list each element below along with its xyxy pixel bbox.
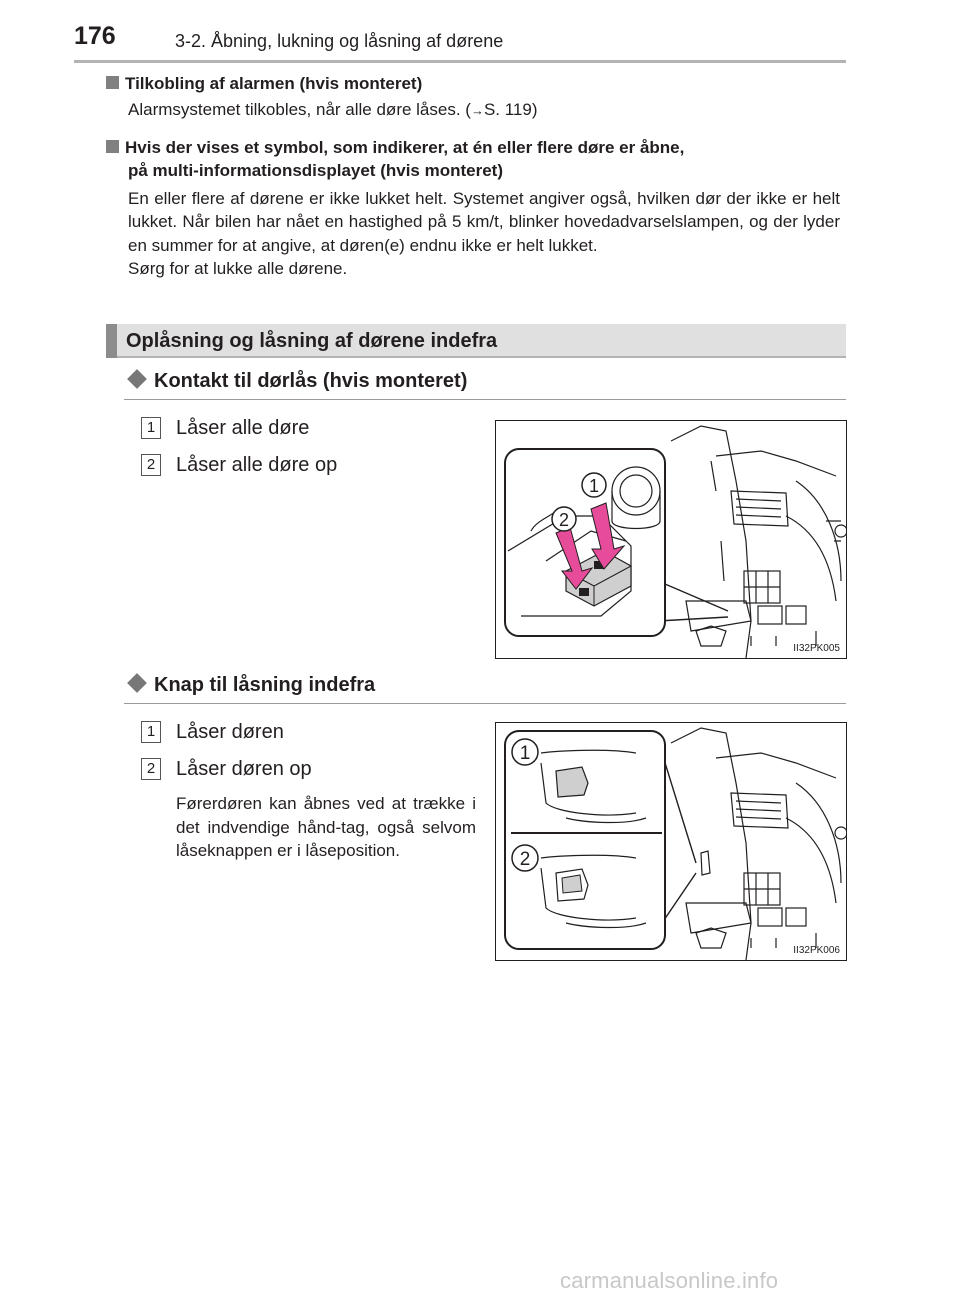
section-title: Oplåsning og låsning af dørene indefra (126, 330, 498, 352)
alarm-page-ref: S. 119) (483, 100, 538, 119)
knob-heading-text: Knap til låsning indefra (154, 674, 376, 696)
svg-text:1: 1 (588, 476, 600, 496)
knob-heading (126, 672, 375, 698)
item-number-badge: 1 (141, 721, 161, 743)
item-lock-door: Låser døren (176, 721, 284, 743)
door-lock-switch-illustration (496, 421, 846, 658)
item-unlock-all: Låser alle døre op (176, 454, 338, 476)
page-number: 176 (74, 22, 116, 50)
door-warning-paragraph2: Sørg for at lukke alle dørene. (128, 259, 348, 279)
diamond-bullet-icon (127, 673, 147, 693)
inside-lock-knob-figure (495, 722, 847, 961)
alarm-text (128, 98, 840, 122)
diamond-bullet-icon (127, 369, 147, 389)
switch-heading (126, 368, 467, 394)
section-heading-bar (106, 324, 846, 358)
item-number-badge: 2 (141, 758, 161, 780)
square-bullet-icon (106, 140, 119, 153)
figure-code: II32PK005 (793, 643, 840, 654)
square-bullet-icon (106, 76, 119, 89)
svg-text:1: 1 (519, 743, 531, 764)
switch-heading-text: Kontakt til dørlås (hvis monteret) (154, 370, 468, 392)
alarm-text-body: Alarmsystemet tilkobles, når alle døre låses. ( (128, 100, 471, 119)
svg-text:2: 2 (519, 849, 531, 870)
door-warning-body (128, 187, 840, 281)
watermark-link[interactable]: carmanualsonline.info (560, 1268, 779, 1293)
figure-code: II32PK006 (793, 945, 840, 956)
item-unlock-door: Låser døren op (176, 758, 312, 780)
alarm-heading (106, 72, 846, 95)
door-lock-switch-figure (495, 420, 847, 659)
knob-heading-rule (124, 703, 846, 704)
door-warning-heading-line1: Hvis der vises et symbol, som indikerer, at én eller flere døre er åbne, (125, 138, 685, 157)
item-lock-all: Låser alle døre (176, 417, 310, 439)
switch-heading-rule (124, 399, 846, 400)
door-warning-paragraph: En eller flere af dørene er ikke lukket helt. Systemet angiver også, hvilken dør der ikke er helt lukket. Når bilen har nået en hastighed på 5 km/t, blinker hovedadvarselslampen, og der lyder en summer for at angive, at døren(e) endnu ikke er helt lukket. (128, 189, 840, 255)
reference-arrow-icon: → (470, 103, 484, 118)
door-warning-heading-line2: på multi-informationsdisplayet (hvis monteret) (128, 161, 503, 180)
svg-text:2: 2 (558, 510, 570, 530)
section-accent (106, 324, 117, 358)
item-number-badge: 2 (141, 454, 161, 476)
door-warning-heading (106, 136, 846, 159)
item-number-badge: 1 (141, 417, 161, 439)
alarm-heading-text: Tilkobling af alarmen (hvis monteret) (125, 74, 423, 93)
inside-lock-knob-illustration (496, 723, 846, 960)
driver-door-note: Førerdøren kan åbnes ved at trække i det indvendige hånd-tag, også selvom låseknappen er i låseposition. (176, 794, 476, 860)
header-divider (74, 60, 846, 63)
chapter-title: 3-2. Åbning, lukning og låsning af dørene (175, 31, 504, 51)
